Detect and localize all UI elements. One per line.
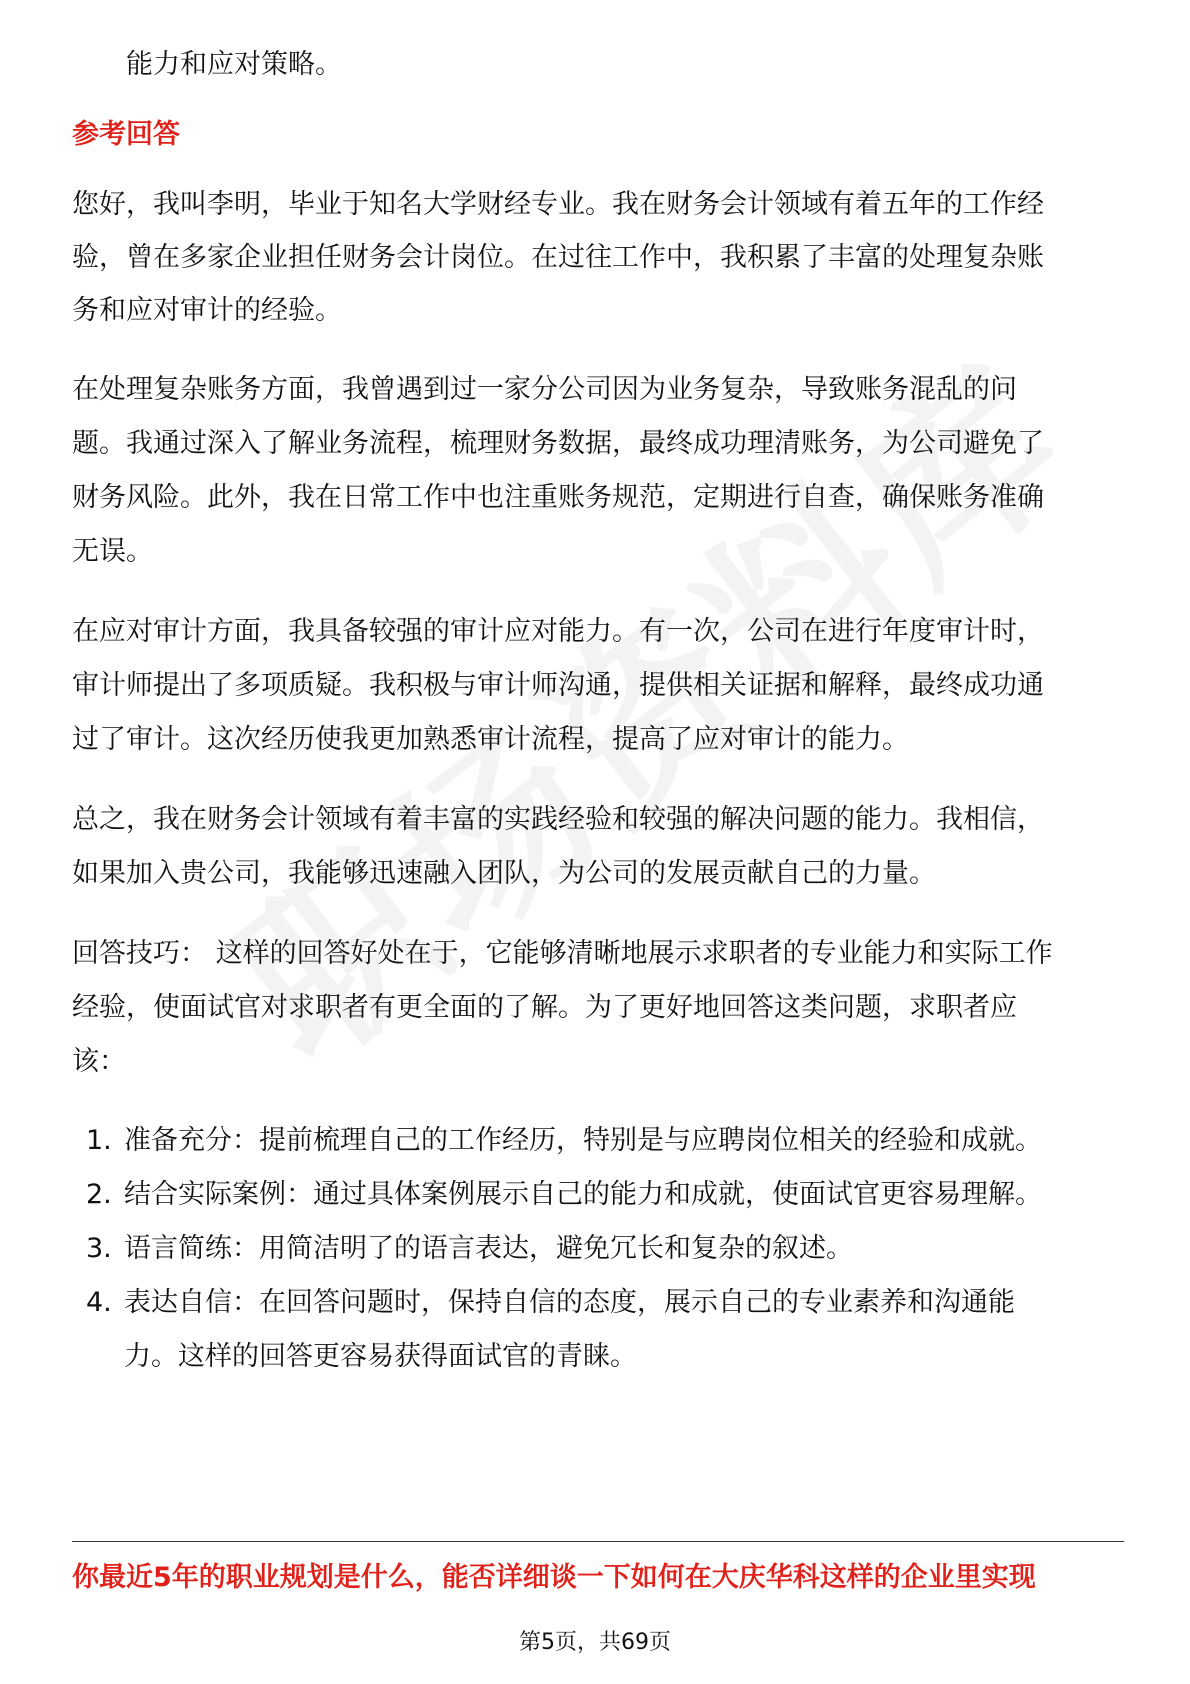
paragraph-line: 财务风险。此外，我在日常工作中也注重账务规范，定期进行自查，确保账务准确 (72, 482, 1044, 513)
answer-heading: 参考回答 (72, 119, 180, 150)
tip-text: 准备充分：提前梳理自己的工作经历，特别是与应聘岗位相关的经验和成就。 (124, 1125, 1042, 1156)
tip-number: 2. (86, 1179, 112, 1210)
paragraph-line: 如果加入贵公司，我能够迅速融入团队，为公司的发展贡献自己的力量。 (72, 858, 936, 889)
paragraph-line: 总之，我在财务会计领域有着丰富的实践经验和较强的解决问题的能力。我相信， (72, 804, 1044, 835)
next-question: 你最近5年的职业规划是什么，能否详细谈一下如何在大庆华科这样的企业里实现 (72, 1562, 1036, 1593)
paragraph-line: 无误。 (72, 536, 153, 567)
tip-text: 结合实际案例：通过具体案例展示自己的能力和成就，使面试官更容易理解。 (124, 1179, 1042, 1210)
paragraph-line: 经验，使面试官对求职者有更全面的了解。为了更好地回答这类问题，求职者应 (72, 992, 1017, 1023)
tip-number: 4. (86, 1287, 112, 1318)
tip-number: 1. (86, 1125, 112, 1156)
paragraph-line: 回答技巧： 这样的回答好处在于，它能够清晰地展示求职者的专业能力和实际工作 (72, 938, 1053, 969)
paragraph-line: 审计师提出了多项质疑。我积极与审计师沟通，提供相关证据和解释，最终成功通 (72, 670, 1044, 701)
intro-tail-text: 能力和应对策略。 (126, 49, 342, 80)
paragraph-line: 您好，我叫李明，毕业于知名大学财经专业。我在财务会计领域有着五年的工作经 (72, 189, 1044, 220)
paragraph-line: 务和应对审计的经验。 (72, 295, 342, 326)
paragraph-line: 在处理复杂账务方面，我曾遇到过一家分公司因为业务复杂，导致账务混乱的问 (72, 374, 1017, 405)
tip-text: 语言简练：用简洁明了的语言表达，避免冗长和复杂的叙述。 (124, 1233, 853, 1264)
divider (72, 1541, 1124, 1542)
paragraph-line: 题。我通过深入了解业务流程，梳理财务数据，最终成功理清账务，为公司避免了 (72, 428, 1044, 459)
paragraph-line: 过了审计。这次经历使我更加熟悉审计流程，提高了应对审计的能力。 (72, 724, 909, 755)
tip-text: 力。这样的回答更容易获得面试官的青睐。 (124, 1341, 637, 1372)
paragraph-line: 验，曾在多家企业担任财务会计岗位。在过往工作中，我积累了丰富的处理复杂账 (72, 242, 1044, 273)
page-footer: 第5页，共69页 (519, 1630, 671, 1655)
tip-text: 表达自信：在回答问题时，保持自信的态度，展示自己的专业素养和沟通能 (124, 1287, 1015, 1318)
paragraph-line: 该： (72, 1046, 126, 1077)
paragraph-line: 在应对审计方面，我具备较强的审计应对能力。有一次，公司在进行年度审计时， (72, 616, 1044, 647)
tip-number: 3. (86, 1233, 112, 1264)
